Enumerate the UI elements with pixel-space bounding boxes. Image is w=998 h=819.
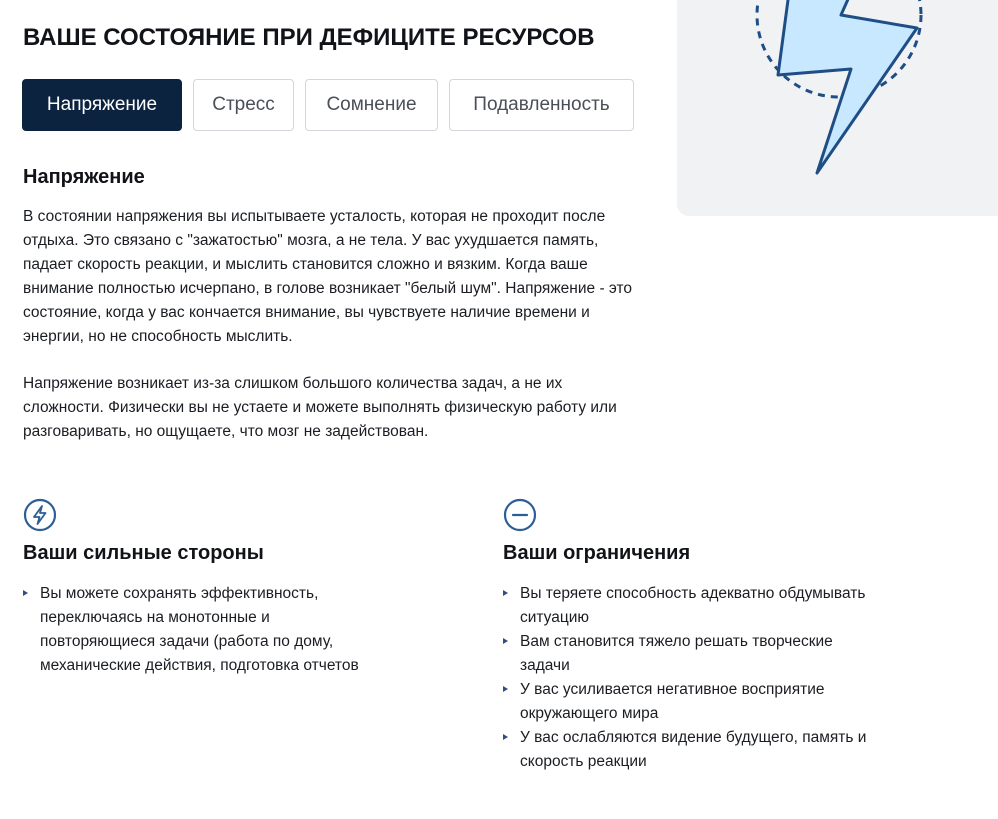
strengths-title: Ваши сильные стороны — [23, 542, 264, 564]
limitations-list — [503, 582, 903, 774]
page-title: ВАШЕ СОСТОЯНИЕ ПРИ ДЕФИЦИТЕ РЕСУРСОВ — [23, 24, 595, 51]
tab-stress[interactable]: Стресс — [193, 79, 294, 131]
limitations-section — [503, 498, 903, 774]
list-item: Вы можете сохранять эффективность, переключаясь на монотонные и повторяющиеся задачи (работа по дому, механические действия, подготовка отчетов — [23, 582, 380, 678]
list-item: Вам становится тяжело решать творческие задачи — [503, 630, 880, 678]
lightning-circle-icon — [23, 498, 57, 532]
limitations-title: Ваши ограничения — [503, 542, 691, 564]
list-item: У вас усиливается негативное восприятие окружающего мира — [503, 678, 880, 726]
tab-doubt[interactable]: Сомнение — [305, 79, 438, 131]
state-tabs — [22, 79, 634, 131]
bullet-marker — [503, 734, 508, 740]
lightning-bolt-icon — [677, 0, 998, 216]
bullet-marker — [23, 590, 28, 596]
bullet-marker — [503, 590, 508, 596]
list-item: У вас ослабляются видение будущего, память и скорость реакции — [503, 726, 880, 774]
tab-tension[interactable]: Напряжение — [22, 79, 182, 131]
bullet-marker — [503, 686, 508, 692]
strengths-list — [23, 582, 423, 678]
hero-illustration-card — [677, 0, 998, 216]
strengths-section — [23, 498, 423, 678]
bullet-marker — [503, 638, 508, 644]
description-paragraph-1: В состоянии напряжения вы испытываете усталость, которая не проходит после отдыха. Это связано с "зажатостью" мозга, а не тела. У вас ухудшается память, падает скорость реакции, и мыслить становится сложно и вязким. Когда ваше внимание полностью исчерпано, в голове возникает "белый шум". Напряжение - это состояние, когда у вас кончается внимание, вы чувствуете наличие времени и энергии, но не способность мыслить. — [23, 208, 633, 345]
minus-circle-icon — [503, 498, 537, 532]
list-item: Вы теряете способность адекватно обдумывать ситуацию — [503, 582, 880, 630]
section-heading: Напряжение — [23, 166, 145, 188]
tab-depression[interactable]: Подавленность — [449, 79, 634, 131]
description-paragraph-2: Напряжение возникает из-за слишком большого количества задач, а не их сложности. Физически вы не устаете и можете выполнять физическую работу или разговаривать, но ощущаете, что мозг не задействован. — [23, 375, 617, 440]
